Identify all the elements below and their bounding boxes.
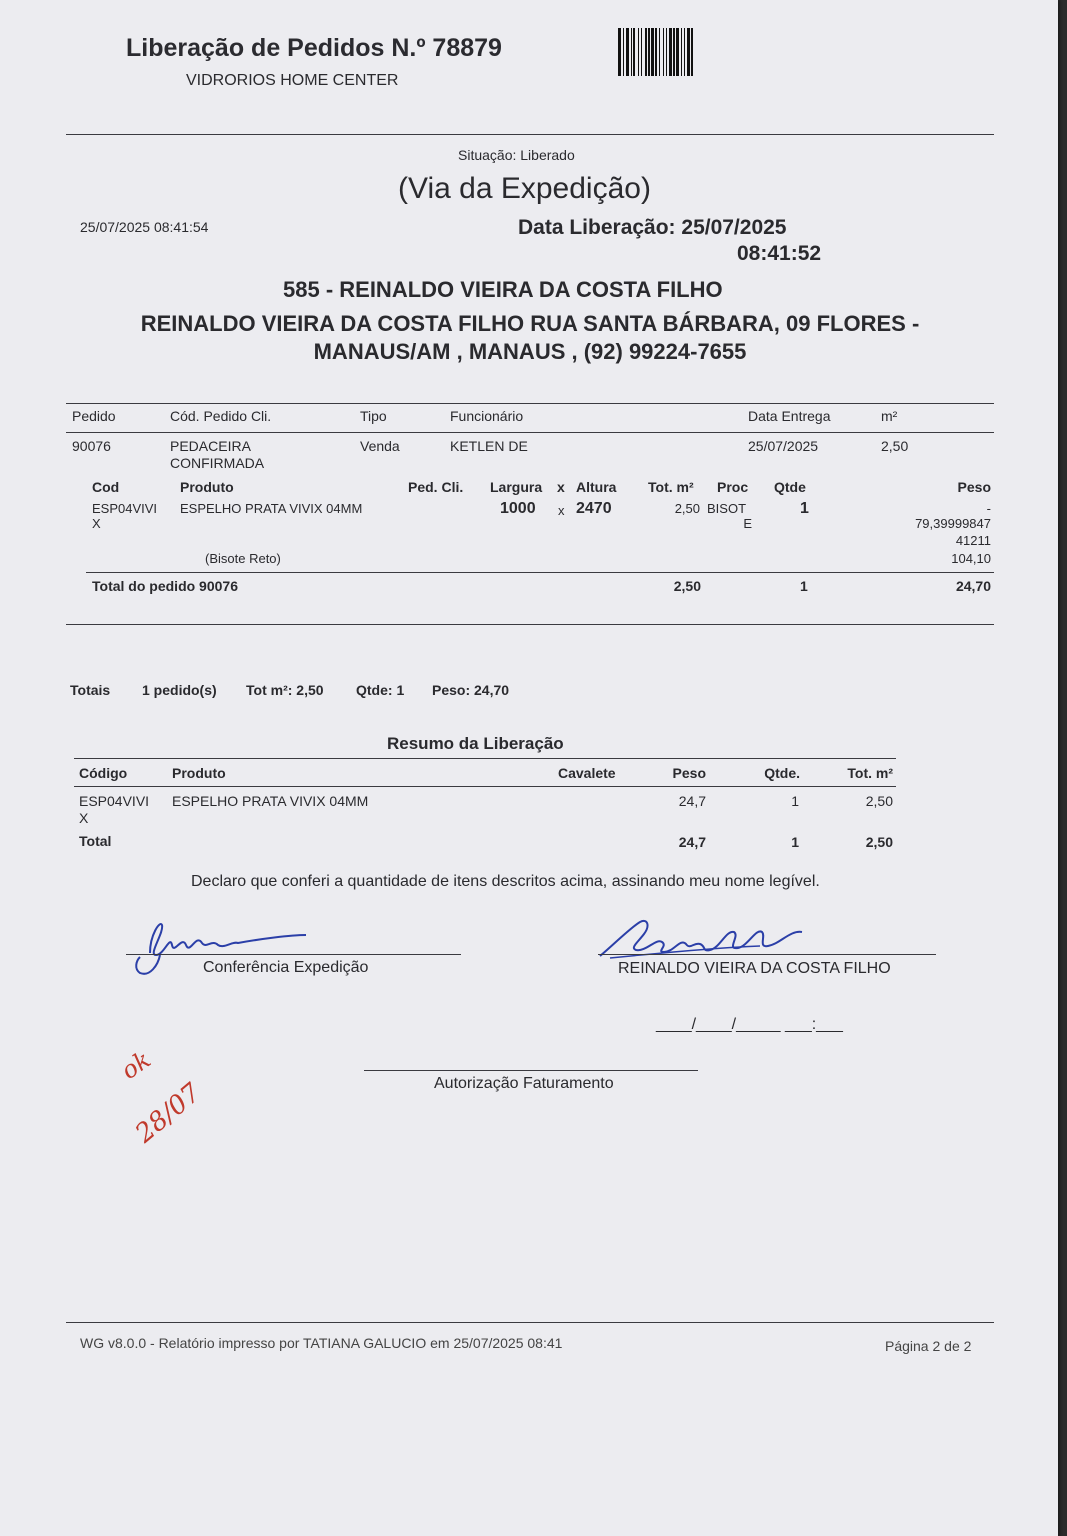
date-blank: ____/____/_____ ___:___ [656, 1016, 843, 1033]
item-tot-m2: 2,50 [674, 501, 700, 516]
item-note: (Bisote Reto) [205, 551, 281, 566]
summary-header-codigo: Código [79, 765, 128, 781]
item-header-altura: Altura [576, 479, 617, 495]
client-name-label: REINALDO VIEIRA DA COSTA FILHO [618, 960, 891, 977]
order-total-peso: 24,70 [955, 578, 991, 594]
summary-header-produto: Produto [172, 765, 226, 781]
handwritten-date: 28/07 [130, 1077, 207, 1149]
item-cod-cont: X [92, 516, 101, 531]
totals-qtde: Qtde: 1 [356, 682, 405, 698]
printed-datetime: 25/07/2025 08:41:54 [80, 219, 209, 235]
document-title: Liberação de Pedidos N.º 78879 [126, 34, 502, 62]
item-header-largura: Largura [490, 479, 543, 495]
summary-total-qtde: 1 [791, 834, 799, 850]
item-header-cod: Cod [92, 479, 120, 495]
item-proc-cont: E [743, 516, 752, 531]
order-total-m2: 2,50 [673, 578, 701, 594]
summary-header-peso: Peso [672, 765, 706, 781]
order-total-qtde: 1 [800, 578, 808, 594]
order-m2: 2,50 [881, 438, 909, 454]
item-x: x [558, 503, 565, 518]
col-header-cod-pedido-cli: Cód. Pedido Cli. [170, 408, 272, 424]
order-cod-pedido-cli: PEDACEIRA [170, 438, 251, 454]
client-address-line2: MANAUS/AM , MANAUS , (92) 99224-7655 [313, 339, 747, 364]
handwritten-ok: ok [116, 1045, 156, 1085]
order-total-label: Total do pedido 90076 [92, 578, 238, 594]
summary-codigo-cont: X [79, 810, 89, 826]
item-altura: 2470 [576, 500, 612, 517]
declaration-text: Declaro que conferi a quantidade de itens descritos acima, assinando meu nome legível. [191, 873, 820, 890]
signature-line [126, 954, 461, 955]
summary-qtde: 1 [791, 793, 799, 809]
divider [66, 624, 994, 625]
col-header-data-entrega: Data Entrega [748, 408, 831, 424]
summary-header-tot-m2: Tot. m² [847, 765, 893, 781]
item-peso-total: 104,10 [951, 551, 991, 566]
client-code-name: 585 - REINALDO VIEIRA DA COSTA FILHO [283, 277, 723, 302]
order-data-entrega: 25/07/2025 [748, 438, 819, 454]
item-produto: ESPELHO PRATA VIVIX 04MM [180, 501, 363, 516]
barcode-bar [693, 28, 694, 76]
divider [74, 758, 896, 759]
item-peso-dash: - [986, 501, 991, 516]
via-label: (Via da Expedição) [398, 172, 651, 205]
summary-peso: 24,7 [678, 793, 706, 809]
item-proc: BISOT [707, 501, 747, 516]
order-funcionario: KETLEN DE [450, 438, 528, 454]
conferencia-label: Conferência Expedição [203, 959, 369, 976]
divider [66, 134, 994, 135]
summary-codigo: ESP04VIVI [79, 793, 150, 809]
divider [66, 1322, 994, 1323]
summary-produto: ESPELHO PRATA VIVIX 04MM [172, 793, 369, 809]
item-header-tot-m2: Tot. m² [648, 479, 694, 495]
col-header-pedido: Pedido [72, 408, 116, 424]
col-header-tipo: Tipo [360, 408, 387, 424]
item-header-x: x [557, 479, 565, 495]
release-time: 08:41:52 [737, 242, 822, 265]
item-header-qtde: Qtde [774, 479, 806, 495]
client-signature [590, 908, 830, 968]
item-header-proc: Proc [717, 479, 749, 495]
col-header-m2: m² [881, 408, 898, 424]
divider [86, 572, 994, 573]
summary-total-tot-m2: 2,50 [865, 834, 893, 850]
summary-header-cavalete: Cavalete [558, 765, 616, 781]
footer-page-number: Página 2 de 2 [885, 1338, 972, 1354]
summary-total-peso: 24,7 [678, 834, 706, 850]
item-header-produto: Produto [180, 479, 234, 495]
summary-title: Resumo da Liberação [387, 734, 564, 753]
totals-pedidos: 1 pedido(s) [142, 682, 217, 698]
item-cod: ESP04VIVI [92, 501, 158, 516]
client-address-line1: REINALDO VIEIRA DA COSTA FILHO RUA SANTA BÁRBARA, 09 FLORES - [140, 311, 920, 336]
company-name: VIDRORIOS HOME CENTER [186, 72, 399, 89]
order-cod-pedido-cli-cont: CONFIRMADA [170, 455, 265, 471]
divider [66, 403, 994, 404]
autorizacao-label: Autorização Faturamento [434, 1075, 614, 1092]
order-tipo: Venda [360, 438, 400, 454]
status-text: Situação: Liberado [458, 147, 575, 163]
footer-printed-by: WG v8.0.0 - Relatório impresso por TATIANA GALUCIO em 25/07/2025 08:41 [80, 1335, 563, 1351]
divider [74, 786, 896, 787]
item-qtde: 1 [800, 500, 809, 517]
signature-line [598, 954, 936, 955]
item-largura: 1000 [500, 500, 536, 517]
item-header-ped-cli: Ped. Cli. [408, 479, 464, 495]
summary-tot-m2: 2,50 [865, 793, 893, 809]
summary-header-qtde: Qtde. [764, 765, 800, 781]
barcode [618, 28, 780, 76]
summary-total-label: Total [79, 833, 112, 849]
item-peso-cont: 41211 [955, 533, 991, 548]
totals-peso: Peso: 24,70 [432, 682, 510, 698]
release-date: Data Liberação: 25/07/2025 [518, 216, 787, 239]
divider [66, 432, 994, 433]
item-peso: 79,39999847 [915, 516, 991, 531]
totals-label: Totais [70, 682, 111, 698]
col-header-funcionario: Funcionário [450, 408, 524, 424]
totals-m2: Tot m²: 2,50 [246, 682, 324, 698]
signature-line [364, 1070, 698, 1071]
item-header-peso: Peso [957, 479, 991, 495]
order-pedido: 90076 [72, 438, 111, 454]
